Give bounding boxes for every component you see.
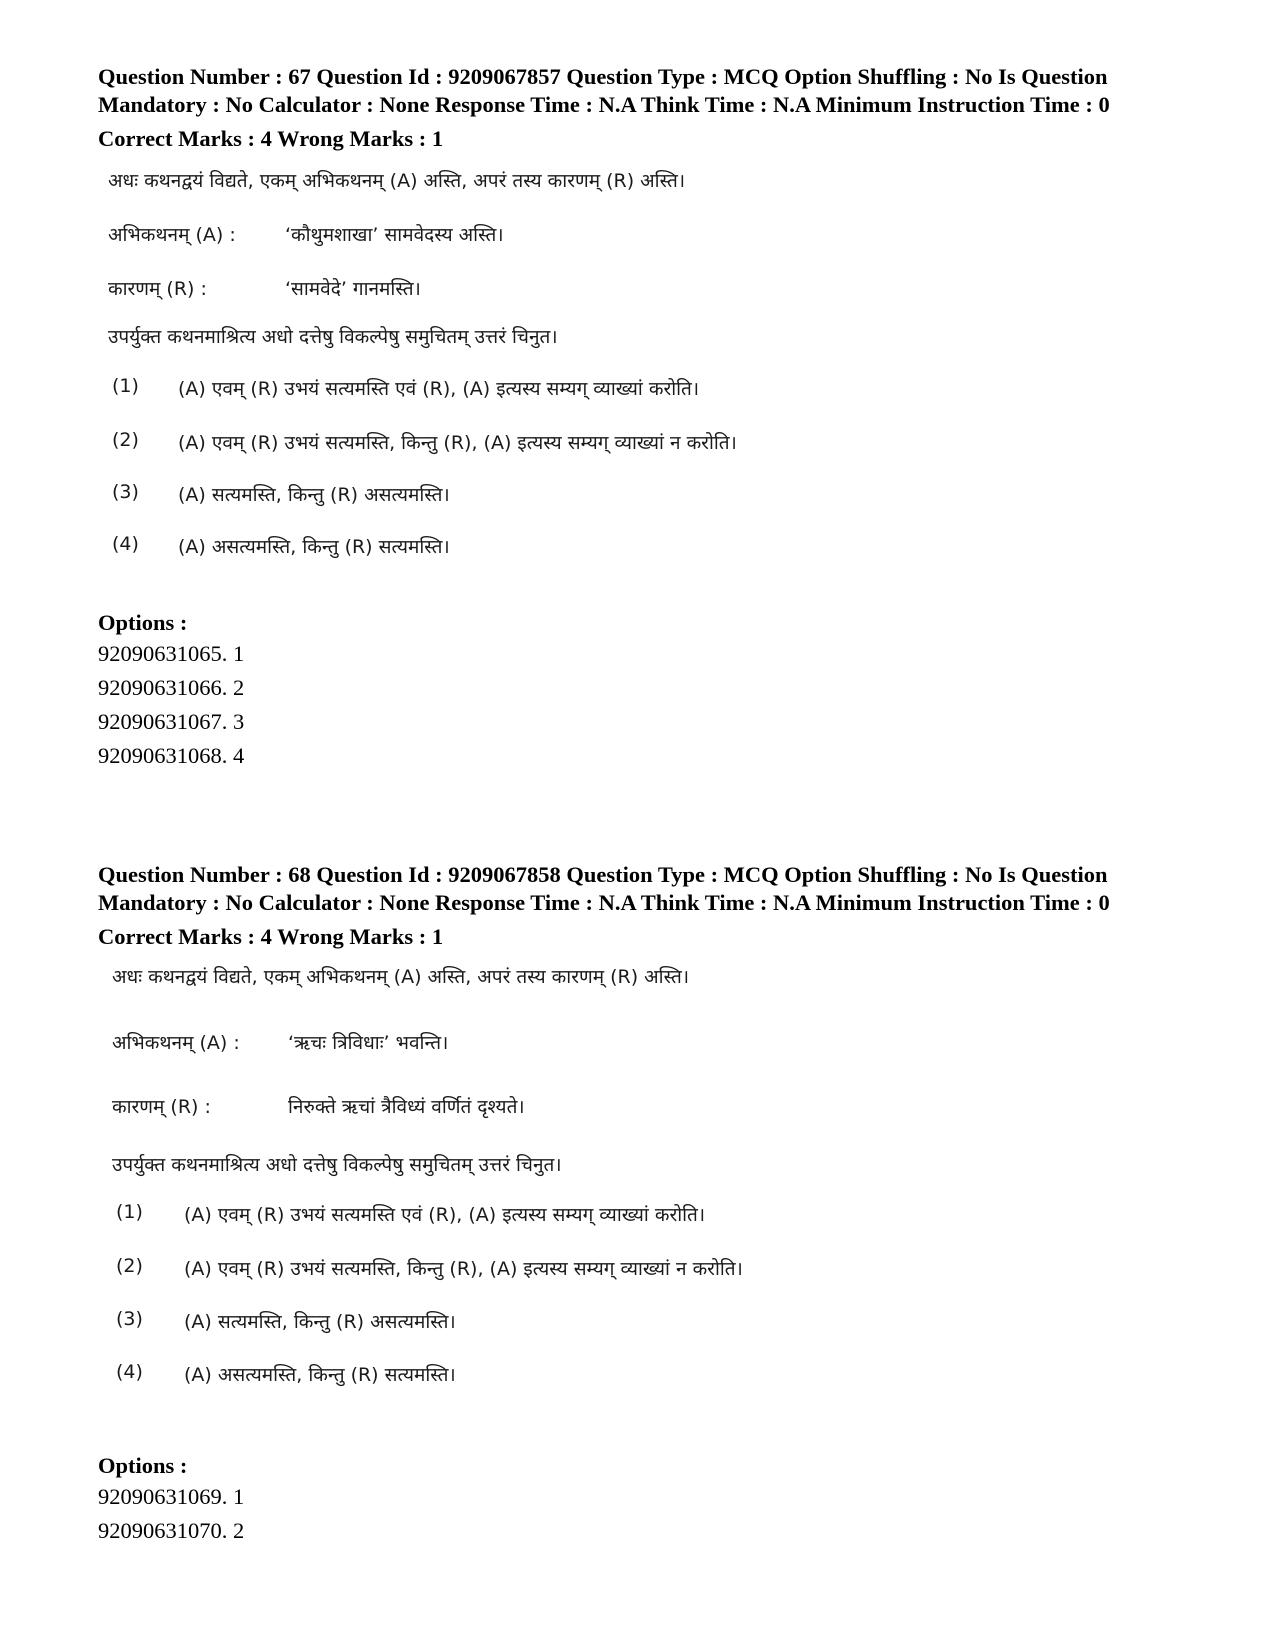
choice-text: (A) असत्यमस्ति, किन्तु (R) सत्यमस्ति। <box>178 536 450 558</box>
question-marks: Correct Marks : 4 Wrong Marks : 1 <box>98 924 444 949</box>
option-id: 92090631070. 2 <box>98 1518 245 1543</box>
options-heading: Options : <box>98 1453 188 1478</box>
option-id: 92090631065. 1 <box>98 641 245 666</box>
choice-number: (1) <box>116 1201 143 1223</box>
question-meta: Question Number : 67 Question Id : 9209067857 Question Type : MCQ Option Shuffling : No Is Question Mandatory : No Calculator : None Response Time : N.A Think Time : N.A Minimum Instruction Time : 0 <box>98 64 1110 117</box>
reason-text: ‘सामवेदे’ गानमस्ति। <box>285 278 421 300</box>
option-id: 92090631068. 4 <box>98 743 245 768</box>
reason-label: कारणम् (R) : <box>112 1096 211 1118</box>
assertion-text: ‘ऋचः त्रिविधाः’ भवन्ति। <box>288 1032 449 1054</box>
choice-text: (A) असत्यमस्ति, किन्तु (R) सत्यमस्ति। <box>184 1364 456 1386</box>
question-block-67 <box>98 63 1178 773</box>
question-block-68 <box>98 861 1178 1548</box>
choice-number: (1) <box>112 375 139 397</box>
choice-text: (A) एवम् (R) उभयं सत्यमस्ति, किन्तु (R), (A) इत्यस्य सम्यग् व्याख्यां न करोति। <box>178 432 737 454</box>
choice-number: (2) <box>116 1255 143 1277</box>
choice-text: (A) एवम् (R) उभयं सत्यमस्ति एवं (R), (A) इत्यस्य सम्यग् व्याख्यां करोति। <box>184 1204 706 1226</box>
question-body <box>98 959 878 1434</box>
reason-label: कारणम् (R) : <box>108 278 207 300</box>
choice-number: (4) <box>112 533 139 555</box>
question-meta: Question Number : 68 Question Id : 9209067858 Question Type : MCQ Option Shuffling : No Is Question Mandatory : No Calculator : None Response Time : N.A Think Time : N.A Minimum Instruction Time : 0 <box>98 862 1110 915</box>
question-intro: अधः कथनद्वयं विद्यते, एकम् अभिकथनम् (A) अस्ति, अपरं तस्य कारणम् (R) अस्ति। <box>112 966 690 988</box>
options-heading: Options : <box>98 610 188 635</box>
choice-text: (A) एवम् (R) उभयं सत्यमस्ति, किन्तु (R), (A) इत्यस्य सम्यग् व्याख्यां न करोति। <box>184 1258 743 1280</box>
question-body <box>98 161 878 591</box>
question-intro: अधः कथनद्वयं विद्यते, एकम् अभिकथनम् (A) अस्ति, अपरं तस्य कारणम् (R) अस्ति। <box>108 170 686 192</box>
question-instruction: उपर्युक्त कथनमाश्रित्य अधो दत्तेषु विकल्पेषु समुचितम् उत्तरं चिनुत। <box>112 1154 562 1176</box>
option-id: 92090631066. 2 <box>98 675 245 700</box>
choice-number: (3) <box>116 1308 143 1330</box>
choice-number: (2) <box>112 429 139 451</box>
choice-number: (3) <box>112 481 139 503</box>
question-instruction: उपर्युक्त कथनमाश्रित्य अधो दत्तेषु विकल्पेषु समुचितम् उत्तरं चिनुत। <box>108 326 558 348</box>
choice-text: (A) सत्यमस्ति, किन्तु (R) असत्यमस्ति। <box>184 1311 456 1333</box>
assertion-label: अभिकथनम् (A) : <box>108 224 236 246</box>
question-marks: Correct Marks : 4 Wrong Marks : 1 <box>98 126 444 151</box>
choice-number: (4) <box>116 1361 143 1383</box>
choice-text: (A) सत्यमस्ति, किन्तु (R) असत्यमस्ति। <box>178 484 450 506</box>
option-id: 92090631069. 1 <box>98 1484 245 1509</box>
option-id: 92090631067. 3 <box>98 709 245 734</box>
choice-text: (A) एवम् (R) उभयं सत्यमस्ति एवं (R), (A) इत्यस्य सम्यग् व्याख्यां करोति। <box>178 378 700 400</box>
reason-text: निरुक्ते ऋचां त्रैविध्यं वर्णितं दृश्यते। <box>288 1096 525 1118</box>
assertion-label: अभिकथनम् (A) : <box>112 1032 240 1054</box>
assertion-text: ‘कौथुमशाखा’ सामवेदस्य अस्ति। <box>285 224 504 246</box>
